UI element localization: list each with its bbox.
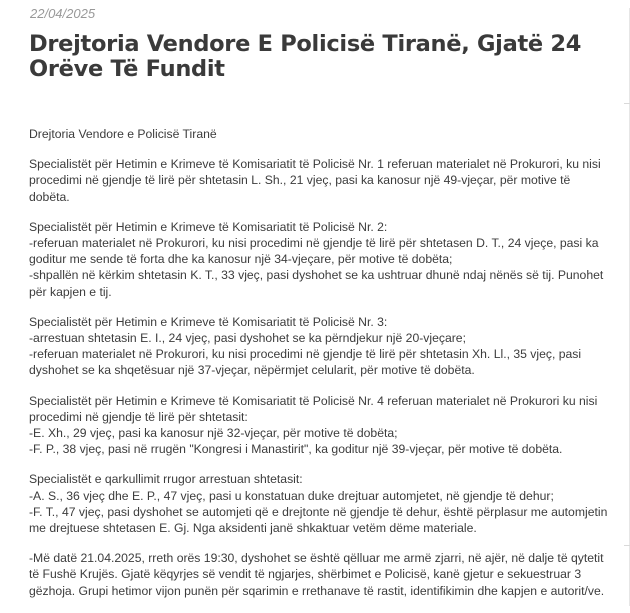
sidebar-divider-tick xyxy=(624,545,630,546)
paragraph-line: Drejtoria Vendore e Policisë Tiranë xyxy=(29,127,217,141)
paragraph-line: -F. P., 38 vjeç, pasi në rrugën "Kongresi i Manastirit", ka goditur një 39-vjeçar, për motive të dobëta. xyxy=(29,442,563,457)
sidebar-divider-tick xyxy=(624,103,630,104)
paragraph-station-3 xyxy=(29,314,613,379)
article-title: Drejtoria Vendore E Policisë Tiranë, Gjatë 24 Orëve Të Fundit xyxy=(29,31,582,82)
paragraph-traffic xyxy=(29,471,613,536)
paragraph-line: -Më datë 21.04.2025, rreth orës 19:30, dyshohet se është qëlluar me armë zjarri, në ajër, në dalje të qytetit të Fushë Krujës. Gjatë këqyrjes së vendit të ngjarjes, shërbimet e Policisë, kanë gjetur e sekuestruar 3 gëzhoja. Grupi hetimor vijon punën për sqarimin e rrethanave të rastit, identifikimin dhe kapjen e autorit/ve. xyxy=(29,551,605,598)
paragraph-shooting xyxy=(29,550,613,599)
paragraph-station-4 xyxy=(29,393,613,458)
paragraph-line: -E. Xh., 29 vjeç, pasi ka kanosur një 32-vjeçar, për motive të dobëta; xyxy=(29,426,398,441)
publish-date: 22/04/2025 xyxy=(30,6,96,21)
paragraph-line: -A. S., 36 vjeç dhe E. P., 47 vjeç, pasi u konstatuan duke drejtuar automjetet, në gjendje të dehur; xyxy=(29,488,554,503)
paragraph-line: -arrestuan shtetasin E. I., 24 vjeç, pasi dyshohet se ka përndjekur një 20-vjeçare; xyxy=(29,331,466,346)
paragraph-source xyxy=(29,126,613,142)
article-body xyxy=(29,126,613,613)
paragraph-line: Specialistët për Hetimin e Krimeve të Komisariatit të Policisë Nr. 1 referuan materialet në Prokurori, ku nisi procedimi në gjendje të lirë për shtetasin L. Sh., 21 vjeç, pasi ka kanosur një 49-vjeçar, për motive të dobëta. xyxy=(29,157,601,204)
paragraph-line: -shpallën në kërkim shtetasin K. T., 33 vjeç, pasi dyshohet se ka ushtruar dhunë ndaj nënës së tij. Punohet për kapjen e tij. xyxy=(29,268,604,299)
paragraph-station-2 xyxy=(29,219,613,300)
paragraph-line: Specialistët për Hetimin e Krimeve të Komisariatit të Policisë Nr. 2: xyxy=(29,219,388,234)
paragraph-station-1 xyxy=(29,156,613,205)
paragraph-line: -referuan materialet në Prokurori, ku nisi procedimi në gjendje të lirë për shtetasin Xh. Ll., 35 vjeç, pasi dyshohet se ka shqetësuar një 37-vjeçar, nëpërmjet celularit, për motive të dobëta. xyxy=(29,347,582,378)
paragraph-line: -F. T., 47 vjeç, pasi dyshohet se automjeti që e drejtonte në gjendje të dehur, është përplasur me automjetin me drejtuese shtetasen E. Gj. Nga aksidenti janë shkaktuar vetëm dëme materiale. xyxy=(29,504,608,536)
paragraph-line: Specialistët për Hetimin e Krimeve të Komisariatit të Policisë Nr. 3: xyxy=(29,314,388,329)
paragraph-line: Specialistët për Hetimin e Krimeve të Komisariatit të Policisë Nr. 4 referuan materialet në Prokurori ku nisi procedimi në gjendje të lirë për shtetasit: xyxy=(29,393,598,424)
paragraph-line: -referuan materialet në Prokurori, ku nisi procedimi në gjendje të lirë për shtetasen D. T., 24 vjeçe, pasi ka goditur me sende të forta dhe ka kanosur një 34-vjeçare, për motive të dobëta; xyxy=(29,236,599,267)
paragraph-line: Specialistët e qarkullimit rrugor arrestuan shtetasit: xyxy=(29,472,303,487)
